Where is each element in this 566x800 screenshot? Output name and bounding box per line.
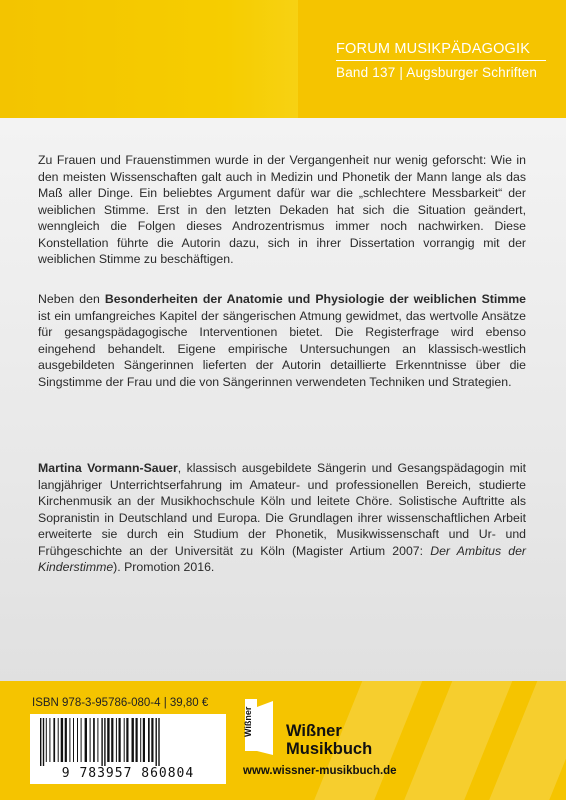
barcode-bar — [148, 718, 150, 762]
barcode-bar — [116, 718, 117, 762]
publisher-line-1: Wißner — [286, 722, 342, 740]
barcode-bar — [143, 718, 145, 762]
barcode-bar — [126, 718, 128, 762]
barcode-bar — [46, 718, 47, 762]
thesis-title: Der Ambitus der Kinderstimme — [38, 543, 527, 574]
barcode-bar — [73, 718, 74, 762]
barcode-bar — [124, 718, 125, 762]
barcode-bar — [40, 718, 41, 766]
blurb-paragraph-2 — [38, 291, 526, 390]
barcode-bar — [111, 718, 113, 762]
barcode-bar — [151, 718, 153, 762]
barcode-digits: 9 783957 860804 — [61, 766, 195, 781]
barcode-bar — [77, 718, 78, 762]
barcode-bar — [53, 718, 55, 762]
p2-lead: Neben den — [38, 292, 105, 306]
p2-rest: ist ein umfangreiches Kapitel der sängerischen Atmung gewidmet, das wertvolle Ansätze für gesangspädagogische Interventionen bietet. Die Registerfrage wird ebenso eingehend behandelt. Eigene empirische Untersuchungen an klassisch-westlich ausgebildeten Sängerinnen lieferten der Autorin detaillierte Erkenntnisse über die Singstimme der Frau und die von Sängerinnen verwendeten Techniken und Strategien. — [38, 308, 526, 389]
barcode-bar — [107, 718, 109, 762]
barcode-bar — [156, 718, 157, 766]
barcode-bar — [136, 718, 138, 762]
barcode-icon — [38, 718, 218, 766]
publisher-name — [286, 722, 372, 758]
series-box — [298, 0, 566, 118]
barcode-bar — [101, 718, 102, 766]
p2-bold-topic: Besonderheiten der Anatomie und Physiologie der weiblichen Stimme — [104, 292, 526, 306]
barcode-bar — [69, 718, 70, 762]
barcode-bar — [93, 718, 95, 762]
publisher-logo-icon — [243, 697, 277, 757]
author-bio-end: ). Promotion 2016. — [113, 560, 215, 574]
barcode-bar — [43, 718, 44, 766]
barcode-bar — [119, 718, 121, 762]
barcode-bar — [81, 718, 82, 762]
barcode-bar — [65, 718, 67, 762]
logo-text: Wißner — [243, 706, 253, 737]
barcode-bar — [104, 718, 105, 766]
author-bio-text: , klassisch ausgebildete Sängerin und Gesangspädagogin mit langjähriger Unterrichtserfahrung im Amateur- und professionellen Bereich, studierte Kirchenmusik an der Musikhochschule Köln und leitete Chöre. Solistische Auftritte als Sopranistin in Deutschland und Europa. Die Grundlagen ihrer wissenschaftlichen Arbeit erweiterte sie durch ein Studium der Phonetik, Musikwissenschaft und Ur- und Frühgeschichte an der Universität zu Köln (Magister Artium 2007: — [38, 461, 526, 558]
barcode-bar — [58, 718, 59, 762]
barcode-bar — [97, 718, 98, 762]
publisher-website: www.wissner-musikbuch.de — [243, 765, 397, 777]
series-name: FORUM MUSIKPÄDAGOGIK — [336, 41, 531, 57]
publisher-line-2: Musikbuch — [286, 740, 373, 758]
barcode-bar — [90, 718, 91, 762]
author-bio — [38, 460, 526, 576]
isbn-price: ISBN 978-3-95786-080-4 | 39,80 € — [32, 697, 209, 709]
author-name: Martina Vormann-Sauer — [38, 461, 178, 475]
barcode-bar — [85, 718, 87, 762]
barcode-bar — [158, 718, 159, 766]
barcode-bar — [61, 718, 63, 762]
barcode-bar — [49, 718, 50, 762]
barcode-bar — [132, 718, 134, 762]
series-divider — [336, 60, 546, 61]
series-subtitle: Band 137 | Augsburger Schriften — [336, 65, 538, 80]
blurb-paragraph-1: Zu Frauen und Frauenstimmen wurde in der Vergangenheit nur wenig geforscht: Wie in den meisten Wissenschaften galt auch in Medizin und Phonetik der Mann lange als das Maß aller Dinge. Ein beliebtes Argument dafür war die „schlechtere Messbarkeit“ der weiblichen Stimme. Erst in den letzten Dekaden hat sich die Situation geändert, wenngleich die Folgen dieses Androzentrismus immer noch nachwirken. Diese Konstellation führte die Autorin dazu, sich in ihrer Dissertation vorrangig mit der weiblichen Stimme zu beschäftigen. — [38, 153, 526, 266]
barcode-bar — [140, 718, 141, 762]
